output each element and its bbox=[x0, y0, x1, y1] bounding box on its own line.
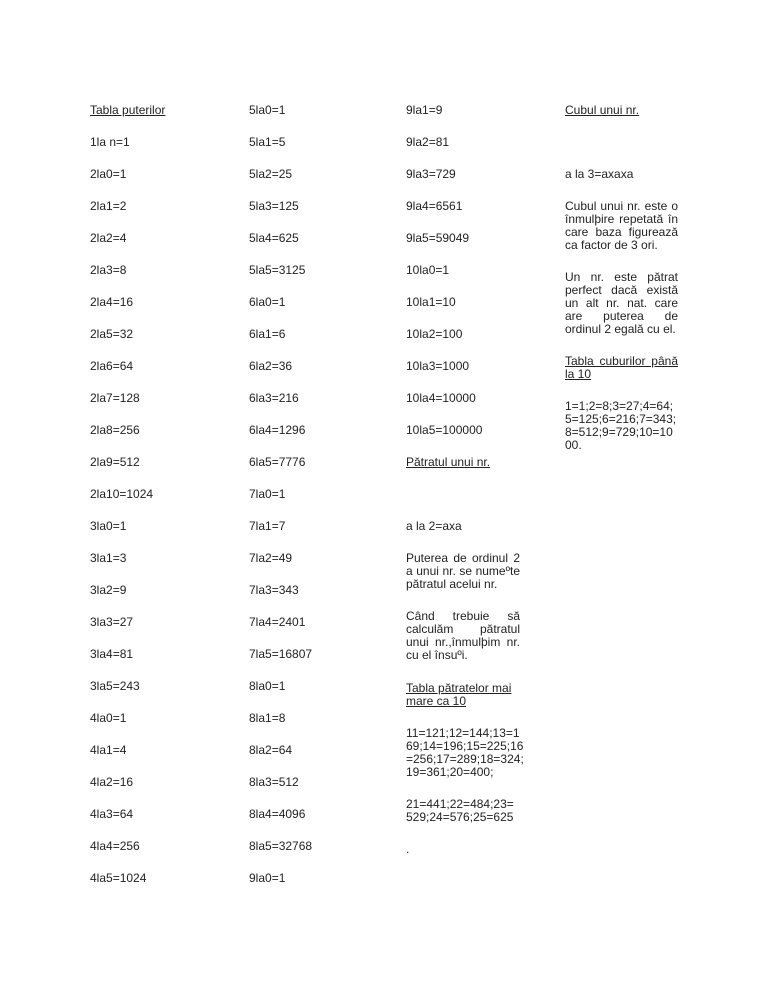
power-line: 6la0=1 bbox=[249, 295, 286, 309]
power-line: 3la5=243 bbox=[90, 679, 140, 693]
power-line: 9la3=729 bbox=[406, 167, 456, 181]
power-line: 7la5=16807 bbox=[249, 647, 313, 661]
power-line: 9la5=59049 bbox=[406, 231, 470, 245]
power-line: 6la4=1296 bbox=[249, 423, 306, 437]
power-line: 8la0=1 bbox=[249, 679, 286, 693]
power-line: 7la0=1 bbox=[249, 487, 286, 501]
power-line: 2la10=1024 bbox=[90, 487, 154, 501]
power-line: 3la0=1 bbox=[90, 519, 127, 533]
power-line: 10la0=1 bbox=[406, 263, 450, 277]
power-line: 5la0=1 bbox=[249, 103, 286, 117]
power-line: 9la4=6561 bbox=[406, 199, 463, 213]
power-line: 7la1=7 bbox=[249, 519, 286, 533]
power-line: 4la3=64 bbox=[90, 807, 134, 821]
square-title: Pătratul unui nr. bbox=[406, 455, 491, 469]
power-line: 9la1=9 bbox=[406, 103, 443, 117]
power-line: 7la3=343 bbox=[249, 583, 299, 597]
power-line: 3la1=3 bbox=[90, 551, 127, 565]
power-line: 2la7=128 bbox=[90, 391, 140, 405]
power-line: 5la4=625 bbox=[249, 231, 299, 245]
power-line: 6la2=36 bbox=[249, 359, 293, 373]
power-line: 2la3=8 bbox=[90, 263, 127, 277]
spacer bbox=[565, 136, 678, 150]
power-line: 2la4=16 bbox=[90, 295, 134, 309]
squares-table-title: Tabla pătratelor mai mare ca 10 bbox=[406, 681, 512, 708]
square-definition: Puterea de ordinul 2 a unui nr. se numeºte pătratul acelui nr. bbox=[406, 551, 520, 591]
power-line: 5la3=125 bbox=[249, 199, 299, 213]
power-line: 2la5=32 bbox=[90, 327, 134, 341]
power-line: 8la2=64 bbox=[249, 743, 293, 757]
power-line: 7la4=2401 bbox=[249, 615, 306, 629]
power-line: 6la5=7776 bbox=[249, 455, 306, 469]
power-line: 2la1=2 bbox=[90, 199, 127, 213]
perfect-square-definition: Un nr. este pătrat perfect dacă există un alt nr. nat. care are puterea de ordinul 2 egală cu el. bbox=[565, 270, 678, 336]
power-line: 4la0=1 bbox=[90, 711, 127, 725]
power-line: 10la1=10 bbox=[406, 295, 456, 309]
power-line: 9la0=1 bbox=[249, 871, 286, 885]
cubes-values: 1=1;2=8;3=27;4=64;5=125;6=216;7=343;8=512;9=729;10=1000. bbox=[565, 399, 677, 452]
column-2 bbox=[249, 104, 394, 904]
power-line: 6la3=216 bbox=[249, 391, 299, 405]
power-line: 5la2=25 bbox=[249, 167, 293, 181]
power-line: 2la2=4 bbox=[90, 231, 127, 245]
cube-title: Cubul unui nr. bbox=[565, 103, 640, 117]
square-calculation: Când trebuie să calculăm pătratul unui nr.,înmulþim nr. cu el însuºi. bbox=[406, 609, 520, 662]
power-line: 2la0=1 bbox=[90, 167, 127, 181]
cubes-table-title: Tabla cuburilor până la 10 bbox=[565, 354, 678, 381]
squares-values-2: 21=441;22=484;23=529;24=576;25=625 bbox=[406, 797, 514, 824]
power-line: 4la1=4 bbox=[90, 743, 127, 757]
power-line: 4la5=1024 bbox=[90, 871, 147, 885]
power-line: 8la4=4096 bbox=[249, 807, 306, 821]
power-line: 3la2=9 bbox=[90, 583, 127, 597]
spacer bbox=[406, 488, 548, 502]
power-line: 10la3=1000 bbox=[406, 359, 470, 373]
power-line: 3la3=27 bbox=[90, 615, 134, 629]
power-line: 7la2=49 bbox=[249, 551, 293, 565]
power-line: 5la5=3125 bbox=[249, 263, 306, 277]
column-1 bbox=[90, 104, 235, 904]
power-line: 8la1=8 bbox=[249, 711, 286, 725]
power-line: 9la2=81 bbox=[406, 135, 450, 149]
power-line: 4la4=256 bbox=[90, 839, 140, 853]
column-3 bbox=[406, 104, 548, 875]
trailing-dot: . bbox=[406, 842, 410, 856]
power-line: 8la5=32768 bbox=[249, 839, 313, 853]
power-line: 6la1=6 bbox=[249, 327, 286, 341]
power-line: 10la2=100 bbox=[406, 327, 463, 341]
power-line: 3la4=81 bbox=[90, 647, 134, 661]
squares-values-1: 11=121;12=144;13=169;14=196;15=225;16=256;17=289;18=324;19=361;20=400; bbox=[406, 726, 524, 779]
cube-definition: Cubul unui nr. este o înmulþire repetată în care baza figurează ca factor de 3 ori. bbox=[565, 199, 678, 252]
power-line: 2la8=256 bbox=[90, 423, 140, 437]
power-line: 1la n=1 bbox=[90, 135, 130, 149]
power-line: 2la9=512 bbox=[90, 455, 140, 469]
power-line: 5la1=5 bbox=[249, 135, 286, 149]
power-line: 4la2=16 bbox=[90, 775, 134, 789]
square-formula: a la 2=axa bbox=[406, 519, 462, 533]
power-line: 10la4=10000 bbox=[406, 391, 476, 405]
column-4 bbox=[565, 104, 678, 452]
power-line: 10la5=100000 bbox=[406, 423, 483, 437]
title-tabla-puterilor: Tabla puterilor bbox=[90, 103, 166, 117]
power-line: 8la3=512 bbox=[249, 775, 299, 789]
power-line: 2la6=64 bbox=[90, 359, 134, 373]
cube-formula: a la 3=axaxa bbox=[565, 167, 634, 181]
